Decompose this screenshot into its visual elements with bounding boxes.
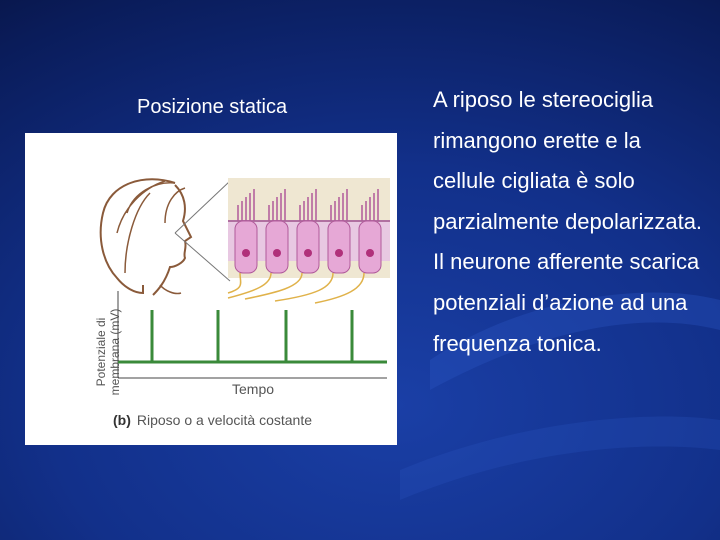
figure-caption xyxy=(113,412,312,428)
neck-line xyxy=(160,285,181,294)
face-profile xyxy=(153,185,191,295)
y-axis-label: Potenziale di membrana (mV) xyxy=(94,308,122,396)
hair-cell-figure xyxy=(25,133,397,445)
figure-illustration xyxy=(25,133,397,445)
hair-lines xyxy=(117,181,185,273)
slide-caption: Posizione statica xyxy=(137,96,288,118)
panel-label: (b) xyxy=(113,412,131,428)
x-axis-label: Tempo xyxy=(232,381,275,397)
hair-cells xyxy=(235,221,381,273)
slide-body-text: A riposo le stereociglia rimangono erette e la cellule cigliata è solo parzialmente depolarizzata. Il neurone afferente scarica potenziali d’azione ad una frequenza tonica. xyxy=(433,87,703,356)
action-potential-trace xyxy=(118,310,387,362)
panel-caption: Riposo o a velocità costante xyxy=(136,412,312,428)
